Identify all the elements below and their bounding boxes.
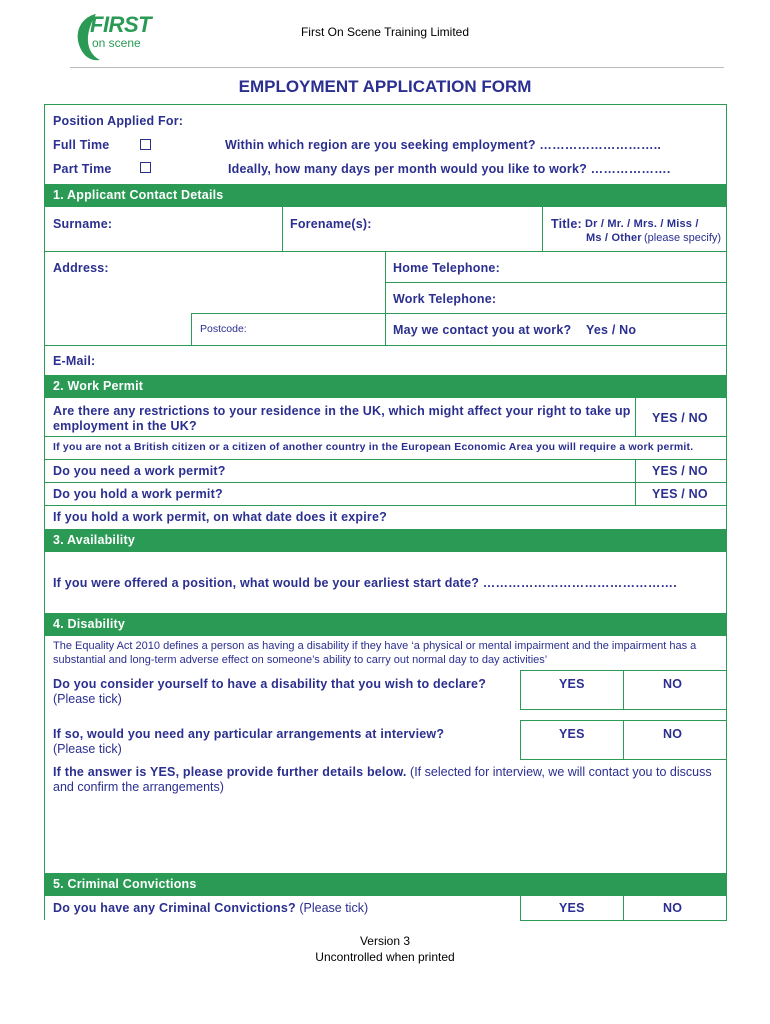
restrictions-question-line2: employment in the UK? [53,419,197,433]
postcode-top-divider [191,313,726,314]
part-time-label: Part Time [53,162,112,176]
part-time-checkbox[interactable] [140,162,151,173]
convictions-question-bold: Do you have any Criminal Convictions? [53,901,296,915]
header-divider [70,67,724,68]
arrangements-tick-note: (Please tick) [53,742,122,756]
equality-act-note-line1: The Equality Act 2010 defines a person as having a disability if they have ‘a physical or mental impairment and the impairment has a [53,640,697,652]
contact-at-work-question: May we contact you at work? [393,323,572,337]
address-label: Address: [53,261,109,275]
yes-no-divider [623,721,624,759]
row-divider [45,505,726,506]
arrangements-answer-box [520,720,727,760]
restrictions-question-line1: Are there any restrictions to your residence in the UK, which might affect your right to take up [53,404,631,418]
postcode-label: Postcode: [200,323,247,335]
tel-divider [385,282,726,283]
row-divider [45,482,726,483]
arrangements-question: If so, would you need any particular arrangements at interview? [53,727,445,741]
days-question: Ideally, how many days per month would you like to work? ………………. [228,162,671,176]
section-1-heading: 1. Applicant Contact Details [45,184,726,207]
email-label: E-Mail: [53,354,96,368]
footer-version: Version 3 [359,934,411,948]
disability-no-option[interactable]: NO [663,677,683,691]
postcode-left-divider [191,313,192,345]
position-label: Position Applied For: [53,114,184,128]
full-time-checkbox[interactable] [140,139,151,150]
convictions-no-option[interactable]: NO [663,901,683,915]
title-label: Title: [551,217,582,231]
section-5-heading: 5. Criminal Convictions [45,873,726,896]
title-options: Dr / Mr. / Mrs. / Miss / [585,218,699,230]
forename-label: Forename(s): [290,217,372,231]
restrictions-yes-no[interactable]: YES / NO [652,411,708,425]
home-telephone-label: Home Telephone: [393,261,500,275]
company-name: First On Scene Training Limited [300,25,470,39]
convictions-tick-note: (Please tick) [295,901,369,915]
row-divider [45,459,726,460]
hold-permit-question: Do you hold a work permit? [53,487,223,501]
yes-no-divider [623,671,624,709]
region-question: Within which region are you seeking employment? ……………………….. [225,138,662,152]
disability-question: Do you consider yourself to have a disability that you wish to declare? [53,677,487,691]
permit-expiry-question: If you hold a work permit, on what date does it expire? [53,510,387,524]
further-details-textarea[interactable] [45,799,726,871]
restrictions-divider [635,398,636,436]
work-telephone-label: Work Telephone: [393,292,497,306]
forename-divider [542,207,543,251]
full-time-label: Full Time [53,138,110,152]
further-details-rest: (If selected for interview, we will contact you to discuss [406,765,712,779]
equality-act-note-line2: substantial and long-term adverse effect on someone’s ability to carry out normal day to day activities’ [53,654,548,666]
section-4-heading: 4. Disability [45,613,726,636]
logo-text-first: FIRST [90,12,152,37]
title-specify: (please specify) [644,232,722,244]
form-top-border [45,104,726,105]
disability-yes-option[interactable]: YES [559,677,585,691]
need-permit-yes-no[interactable]: YES / NO [652,464,708,478]
row-divider [45,436,726,437]
disability-answer-box [520,670,727,710]
convictions-yes-option[interactable]: YES [559,901,585,915]
convictions-question [53,901,368,915]
row-divider [45,345,726,346]
title-options-2: Ms / Other [586,232,642,244]
convictions-answer-box [520,895,727,921]
further-details-line2: and confirm the arrangements) [53,780,224,794]
form-title: EMPLOYMENT APPLICATION FORM [238,77,532,96]
further-details-prompt [53,765,712,779]
footer-note: Uncontrolled when printed [315,950,455,964]
surname-divider [282,207,283,251]
start-date-question: If you were offered a position, what would be your earliest start date? ………………………………………. [53,576,677,590]
logo-text-onscene: on scene [92,36,141,50]
further-details-bold: If the answer is YES, please provide further details below. [53,765,407,779]
contact-at-work-yes-no[interactable]: Yes / No [586,323,637,337]
surname-label: Surname: [53,217,113,231]
arrangements-no-option[interactable]: NO [663,727,683,741]
section-3-heading: 3. Availability [45,529,726,552]
yes-no-divider [623,896,624,920]
work-permit-note: If you are not a British citizen or a citizen of another country in the European Economic Area you will require a work permit. [53,441,694,453]
hold-permit-yes-no[interactable]: YES / NO [652,487,708,501]
need-permit-question: Do you need a work permit? [53,464,226,478]
address-divider [385,251,386,345]
section-2-heading: 2. Work Permit [45,375,726,398]
application-form [44,104,727,920]
arrangements-yes-option[interactable]: YES [559,727,585,741]
disability-tick-note: (Please tick) [53,692,122,706]
